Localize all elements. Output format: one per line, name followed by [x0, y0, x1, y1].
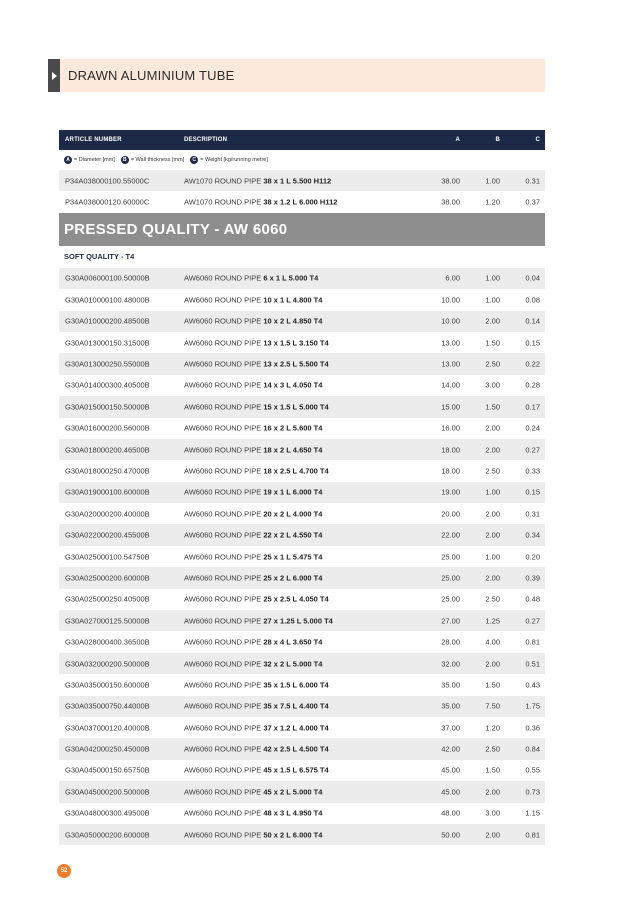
value-c: 0.84: [525, 744, 540, 754]
value-a: 32.00: [441, 659, 460, 668]
article-number: G30A016000200.56000B: [65, 423, 150, 433]
value-a: 13.00: [441, 359, 460, 369]
value-b: 1.50: [485, 402, 500, 412]
description: [184, 830, 322, 839]
description-size: 48 x 3 L 4.950 T4: [263, 808, 323, 818]
table-row: [59, 353, 545, 374]
description-type: AW6060 ROUND PIPE: [184, 808, 264, 818]
description-size: 35 x 1.5 L 6.000 T4: [263, 680, 329, 690]
value-c: 0.31: [525, 176, 540, 186]
value-b: 1.25: [485, 616, 500, 626]
page-title: DRAWN ALUMINIUM TUBE: [68, 68, 235, 83]
article-number: G30A018000200.46500B: [65, 445, 150, 455]
description: [184, 766, 329, 775]
article-number: G30A035000750.44000B: [65, 701, 150, 711]
description-size: 20 x 2 L 4.000 T4: [263, 509, 323, 519]
value-b: 1.00: [485, 273, 500, 283]
value-a: 15.00: [441, 402, 460, 412]
play-arrow-icon: [48, 59, 60, 92]
value-c: 0.34: [525, 530, 540, 540]
letter-b-icon: B: [121, 156, 129, 164]
header-a: A: [455, 137, 460, 143]
value-b: 1.00: [485, 176, 500, 186]
value-c: 0.15: [525, 338, 540, 348]
value-c: 0.28: [525, 380, 540, 390]
description-type: AW6060 ROUND PIPE: [184, 487, 264, 497]
value-b: 2.00: [485, 659, 500, 668]
description-type: AW6060 ROUND PIPE: [184, 316, 264, 326]
value-b: 1.50: [485, 680, 500, 690]
description: [184, 466, 329, 475]
description-type: AW6060 ROUND PIPE: [184, 616, 264, 626]
description-size: 25 x 1 L 5.475 T4: [263, 552, 323, 562]
description-size: 10 x 1 L 4.800 T4: [263, 295, 323, 305]
article-number: G30A050000200.60000B: [65, 830, 150, 840]
table-row: [59, 503, 545, 524]
description-size: 35 x 7.5 L 4.400 T4: [263, 701, 329, 711]
value-a: 19.00: [441, 487, 460, 497]
value-c: 0.36: [525, 723, 540, 733]
value-c: 0.48: [525, 594, 540, 604]
description-size: 37 x 1.2 L 4.000 T4: [263, 723, 329, 733]
description-type: AW6060 ROUND PIPE: [184, 787, 264, 797]
description: [184, 338, 329, 347]
value-a: 48.00: [441, 808, 460, 818]
value-c: 0.43: [525, 680, 540, 690]
table-row: [59, 418, 545, 439]
table-row: [59, 289, 545, 310]
article-number: G30A020000200.40000B: [65, 509, 150, 519]
article-number: G30A013000150.31500B: [65, 338, 150, 348]
value-a: 35.00: [441, 701, 460, 711]
value-a: 25.00: [441, 573, 460, 583]
description-type: AW6060 ROUND PIPE: [184, 637, 264, 647]
table-row: [59, 439, 545, 460]
article-number: G30A035000150.60000B: [65, 680, 150, 690]
value-b: 1.00: [485, 552, 500, 562]
value-a: 22.00: [441, 530, 460, 540]
section-title-bar: [48, 59, 545, 92]
table-row: [59, 738, 545, 759]
article-number: G30A027000125.50000B: [65, 616, 150, 626]
description: [184, 274, 318, 283]
value-c: 0.14: [525, 316, 540, 326]
article-number: G30A045000150.65750B: [65, 765, 150, 775]
description-type: AW6060 ROUND PIPE: [184, 765, 264, 775]
value-a: 14.00: [441, 380, 460, 390]
value-c: 0.15: [525, 487, 540, 497]
value-c: 0.39: [525, 573, 540, 583]
value-a: 27.00: [441, 616, 460, 626]
description-size: 19 x 1 L 6.000 T4: [263, 487, 323, 497]
value-a: 42.00: [441, 744, 460, 754]
description-size: 45 x 1.5 L 6.575 T4: [263, 765, 329, 775]
legend-item: [64, 156, 115, 164]
table-row: [59, 375, 545, 396]
article-number: G30A014000300.40500B: [65, 380, 150, 390]
value-c: 0.37: [525, 197, 540, 207]
article-number: G30A013000250.55000B: [65, 359, 150, 369]
description-size: 6 x 1 L 5.000 T4: [263, 273, 319, 283]
description: [184, 295, 322, 304]
value-b: 1.00: [485, 487, 500, 497]
description-type: AW6060 ROUND PIPE: [184, 423, 264, 433]
description-type: AW6060 ROUND PIPE: [184, 402, 264, 412]
value-a: 38.00: [441, 176, 460, 186]
article-number: G30A025000250.40500B: [65, 594, 150, 604]
table-row: [59, 803, 545, 824]
description-size: 38 x 1 L 5.500 H112: [263, 176, 332, 186]
article-number: G30A019000100.60000B: [65, 487, 150, 497]
value-c: 0.55: [525, 765, 540, 775]
description-type: AW6060 ROUND PIPE: [184, 830, 264, 840]
section-heading: PRESSED QUALITY - AW 6060: [59, 213, 545, 246]
value-a: 10.00: [441, 316, 460, 326]
value-b: 2.00: [485, 316, 500, 326]
value-b: 2.50: [485, 744, 500, 754]
description: [184, 638, 322, 647]
description-size: 22 x 2 L 4.550 T4: [263, 530, 323, 540]
value-a: 16.00: [441, 423, 460, 433]
description: [184, 424, 322, 433]
value-a: 18.00: [441, 466, 460, 476]
value-b: 2.50: [485, 466, 500, 476]
description-type: AW6060 ROUND PIPE: [184, 573, 264, 583]
value-b: 2.00: [485, 509, 500, 519]
table-row: [59, 781, 545, 802]
table-row: [59, 717, 545, 738]
value-b: 7.50: [485, 701, 500, 711]
description-type: AW6060 ROUND PIPE: [184, 338, 264, 348]
value-c: 0.24: [525, 423, 540, 433]
table-row: [59, 311, 545, 332]
description-type: AW6060 ROUND PIPE: [184, 744, 264, 754]
table-row: [59, 524, 545, 545]
value-c: 0.31: [525, 509, 540, 519]
value-b: 1.50: [485, 338, 500, 348]
value-b: 2.50: [485, 594, 500, 604]
description-type: AW6060 ROUND PIPE: [184, 659, 264, 668]
table-row: [59, 824, 545, 845]
description-size: 15 x 1.5 L 5.000 T4: [263, 402, 329, 412]
value-c: 0.20: [525, 552, 540, 562]
main-rows: [59, 268, 545, 846]
value-a: 10.00: [441, 295, 460, 305]
description-type: AW6060 ROUND PIPE: [184, 594, 264, 604]
description: [184, 787, 322, 796]
description: [184, 317, 322, 326]
description-size: 13 x 2.5 L 5.500 T4: [263, 359, 329, 369]
value-a: 45.00: [441, 765, 460, 775]
value-a: 50.00: [441, 830, 460, 840]
article-number: G30A025000200.60000B: [65, 573, 150, 583]
description-type: AW6060 ROUND PIPE: [184, 295, 264, 305]
article-number: G30A037000120.40000B: [65, 723, 150, 733]
value-a: 37.00: [441, 723, 460, 733]
value-b: 1.50: [485, 765, 500, 775]
value-a: 13.00: [441, 338, 460, 348]
value-b: 2.00: [485, 573, 500, 583]
value-b: 2.50: [485, 359, 500, 369]
article-number: G30A045000200.50000B: [65, 787, 150, 797]
table-header: [59, 130, 545, 150]
description: [184, 402, 329, 411]
description: [184, 445, 322, 454]
description-type: AW1070 ROUND PIPE: [184, 176, 264, 186]
header-article: ARTICLE NUMBER: [65, 137, 122, 143]
description-size: 32 x 2 L 5.000 T4: [263, 659, 323, 668]
description-size: 18 x 2.5 L 4.700 T4: [263, 466, 329, 476]
value-b: 2.00: [485, 423, 500, 433]
table-row: [59, 482, 545, 503]
table-row: [59, 268, 545, 289]
description-type: AW6060 ROUND PIPE: [184, 723, 264, 733]
value-a: 35.00: [441, 680, 460, 690]
header-b: B: [495, 137, 500, 143]
value-c: 0.51: [525, 659, 540, 668]
article-number: G30A006000100.50000B: [65, 273, 150, 283]
article-number: G30A028000400.36500B: [65, 637, 150, 647]
value-b: 2.00: [485, 445, 500, 455]
description-size: 10 x 2 L 4.850 T4: [263, 316, 323, 326]
value-a: 25.00: [441, 594, 460, 604]
article-number: G30A048000300.49500B: [65, 808, 150, 818]
table-row: [59, 760, 545, 781]
article-number: G30A025000100.54750B: [65, 552, 150, 562]
description-size: 25 x 2.5 L 4.050 T4: [263, 594, 329, 604]
table-row: [59, 567, 545, 588]
table-row: [59, 546, 545, 567]
description-type: AW6060 ROUND PIPE: [184, 701, 264, 711]
value-c: 0.27: [525, 445, 540, 455]
page-number-badge: 52: [57, 864, 71, 878]
description-type: AW6060 ROUND PIPE: [184, 680, 264, 690]
description-size: 42 x 2.5 L 4.500 T4: [263, 744, 329, 754]
description-size: 27 x 1.25 L 5.000 T4: [263, 616, 333, 626]
table-row: [59, 674, 545, 695]
value-a: 45.00: [441, 787, 460, 797]
description-type: AW1070 ROUND PIPE: [184, 197, 264, 207]
value-c: 0.22: [525, 359, 540, 369]
value-a: 28.00: [441, 637, 460, 647]
article-number: G30A010000200.48500B: [65, 316, 150, 326]
legend-item: [190, 156, 268, 164]
subsection-heading: SOFT QUALITY - T4: [64, 252, 135, 262]
description-size: 14 x 3 L 4.050 T4: [263, 380, 323, 390]
description: [184, 573, 322, 582]
value-a: 25.00: [441, 552, 460, 562]
value-b: 2.00: [485, 830, 500, 840]
table-row: [59, 191, 545, 212]
description: [184, 488, 322, 497]
description-size: 25 x 2 L 6.000 T4: [263, 573, 323, 583]
value-c: 1.15: [525, 808, 540, 818]
description: [184, 198, 337, 207]
value-b: 2.00: [485, 787, 500, 797]
description: [184, 595, 329, 604]
description: [184, 723, 329, 732]
table-row: [59, 589, 545, 610]
legend-text: = Wall thickness [mm]: [130, 157, 185, 163]
description: [184, 702, 329, 711]
legend-text: = Diameter [mm]: [74, 157, 115, 163]
column-legend: [59, 150, 545, 170]
value-c: 0.08: [525, 295, 540, 305]
legend-text: = Weight [kg/running metre]: [200, 157, 268, 163]
article-number: G30A042000250.45000B: [65, 744, 150, 754]
description-type: AW6060 ROUND PIPE: [184, 273, 264, 283]
table-row: [59, 610, 545, 631]
description-size: 38 x 1.2 L 6.000 H112: [263, 197, 338, 207]
value-c: 1.75: [525, 701, 540, 711]
letter-c-icon: C: [190, 156, 198, 164]
article-number: G30A018000250.47000B: [65, 466, 150, 476]
value-c: 0.81: [525, 637, 540, 647]
table-row: [59, 396, 545, 417]
description-type: AW6060 ROUND PIPE: [184, 466, 264, 476]
description-type: AW6060 ROUND PIPE: [184, 445, 264, 455]
description-type: AW6060 ROUND PIPE: [184, 359, 264, 369]
value-c: 0.17: [525, 402, 540, 412]
description-type: AW6060 ROUND PIPE: [184, 530, 264, 540]
table-row: [59, 696, 545, 717]
description: [184, 680, 329, 689]
value-c: 0.81: [525, 830, 540, 840]
value-b: 1.20: [485, 723, 500, 733]
description-size: 18 x 2 L 4.650 T4: [263, 445, 323, 455]
table-row: [59, 631, 545, 652]
table-row: [59, 460, 545, 481]
header-c: C: [535, 137, 540, 143]
description-type: AW6060 ROUND PIPE: [184, 552, 264, 562]
value-b: 4.00: [485, 637, 500, 647]
description: [184, 509, 322, 518]
description-size: 45 x 2 L 5.000 T4: [263, 787, 323, 797]
product-table: [59, 130, 545, 845]
description-type: AW6060 ROUND PIPE: [184, 509, 264, 519]
description: [184, 616, 333, 625]
value-a: 6.00: [445, 273, 460, 283]
value-a: 38.00: [441, 197, 460, 207]
description: [184, 552, 322, 561]
letter-a-icon: A: [64, 156, 72, 164]
value-c: 0.73: [525, 787, 540, 797]
description-type: AW6060 ROUND PIPE: [184, 380, 264, 390]
description: [184, 176, 331, 185]
value-b: 1.00: [485, 295, 500, 305]
table-row: [59, 170, 545, 191]
value-c: 0.27: [525, 616, 540, 626]
description-size: 13 x 1.5 L 3.150 T4: [263, 338, 329, 348]
article-number: P34A038000100.55000C: [65, 176, 150, 186]
description-size: 28 x 4 L 3.650 T4: [263, 637, 323, 647]
description-size: 50 x 2 L 6.000 T4: [263, 830, 323, 840]
value-b: 2.00: [485, 530, 500, 540]
article-number: G30A032000200.50000B: [65, 659, 150, 668]
table-row: [59, 332, 545, 353]
legend-item: [121, 156, 184, 164]
description: [184, 531, 322, 540]
description: [184, 360, 329, 369]
value-c: 0.04: [525, 273, 540, 283]
description: [184, 809, 322, 818]
value-c: 0.33: [525, 466, 540, 476]
description-size: 16 x 2 L 5.600 T4: [263, 423, 323, 433]
table-row: [59, 653, 545, 674]
value-b: 1.20: [485, 197, 500, 207]
article-number: G30A010000100.48000B: [65, 295, 150, 305]
article-number: G30A015000150.50000B: [65, 402, 150, 412]
description: [184, 381, 322, 390]
value-a: 18.00: [441, 445, 460, 455]
value-b: 3.00: [485, 808, 500, 818]
value-a: 20.00: [441, 509, 460, 519]
description: [184, 745, 329, 754]
article-number: G30A022000200.45500B: [65, 530, 150, 540]
header-description: DESCRIPTION: [184, 137, 228, 143]
value-b: 3.00: [485, 380, 500, 390]
top-rows: [59, 170, 545, 213]
description: [184, 659, 322, 668]
article-number: P34A038000120.60000C: [65, 197, 150, 207]
